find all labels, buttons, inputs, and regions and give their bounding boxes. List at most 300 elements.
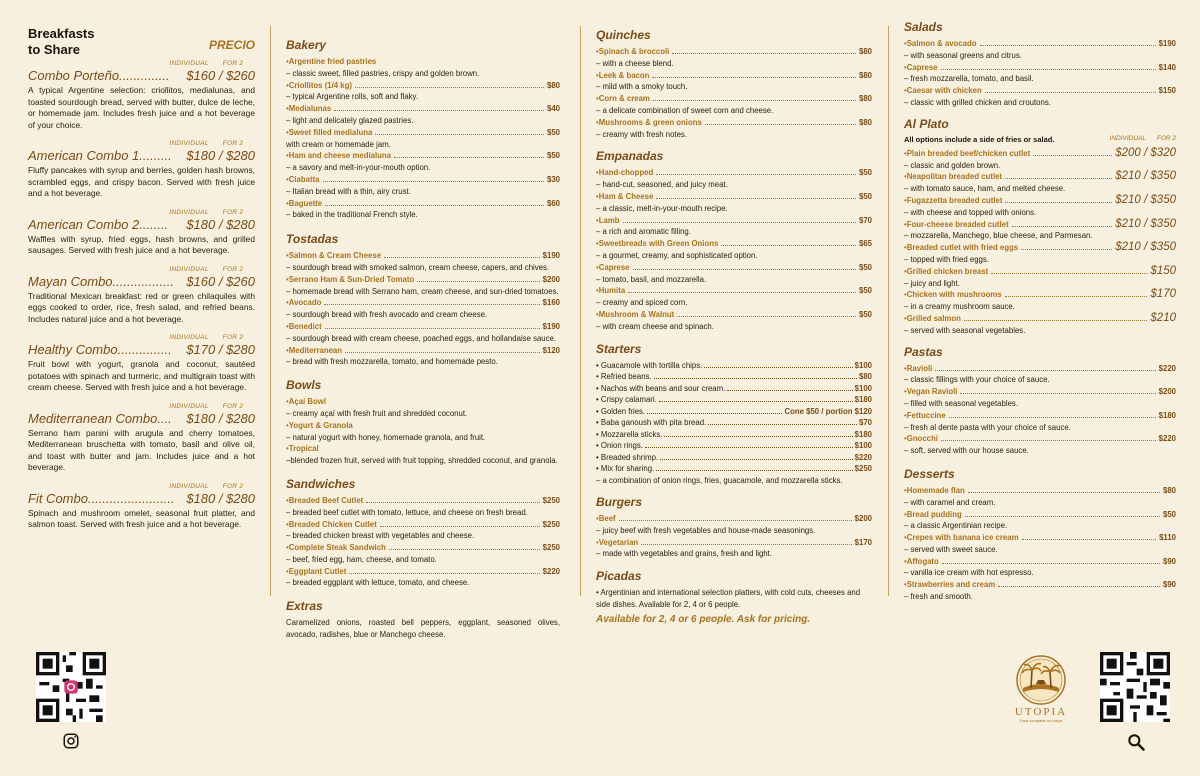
menu-item xyxy=(286,519,560,543)
menu-item-name: Açaí Bowl xyxy=(288,397,326,407)
alplato-note-text: All options include a side of fries or salad. xyxy=(904,134,1055,144)
combo-name: Mayan Combo................. xyxy=(28,273,174,289)
bullet: • xyxy=(286,298,289,308)
menu-item-row xyxy=(904,410,1176,422)
combo-description: Fluffy pancakes with syrup and berries, golden hash browns, scrambled eggs, and crispy bacon. Served with fresh juice and a hot beverage. xyxy=(28,165,255,198)
menu-item-row xyxy=(596,117,872,129)
menu-item-row xyxy=(904,242,1176,254)
menu-item-name: Vegetarian xyxy=(598,537,639,547)
menu-item xyxy=(286,250,560,274)
menu-item xyxy=(596,285,872,309)
menu-item xyxy=(596,309,872,333)
dot-leader xyxy=(1012,220,1113,227)
bullet: • xyxy=(904,363,907,373)
menu-item-row xyxy=(596,262,872,274)
menu-item-row xyxy=(596,70,872,82)
column-three xyxy=(596,28,872,625)
price-headers xyxy=(28,334,255,342)
menu-item-price: $80 xyxy=(858,47,872,56)
menu-item-name: Plain breaded beef/chicken cutlet xyxy=(906,148,1031,158)
menu-item-name: Caesar with chicken xyxy=(906,86,982,96)
bullet: • xyxy=(596,262,599,272)
individual-label: INDIVIDUAL xyxy=(169,60,209,67)
combo-name: Fit Combo........................ xyxy=(28,490,175,506)
starter-name: • Nachos with beans and sour cream. xyxy=(596,383,726,393)
breakfast-column xyxy=(28,26,255,540)
menu-item-name: Lamb xyxy=(598,215,620,225)
starter-price: $100 xyxy=(854,383,872,393)
menu-item-price: $80 xyxy=(858,70,872,80)
bullet: • xyxy=(286,174,289,184)
starter-item xyxy=(596,417,872,429)
menu-item xyxy=(286,150,560,174)
bullet: • xyxy=(596,117,599,127)
menu-item-row xyxy=(286,420,560,432)
combo-title xyxy=(28,148,255,163)
menu-item-name: Caprese xyxy=(906,62,938,72)
menu-item-name: Mushroom & Walnut xyxy=(598,309,675,319)
bullet: • xyxy=(286,151,289,161)
combo-title xyxy=(28,342,255,357)
combo-description: Traditional Mexican breakfast: red or green chilaquiles with eggs cooked to order, rice, fresh salad, and refried beans. Includes natural juice and a hot beverage. xyxy=(28,290,255,324)
individual-label: INDIVIDUAL xyxy=(1109,134,1146,142)
bullet: • xyxy=(286,519,289,529)
menu-item xyxy=(596,93,872,117)
menu-item xyxy=(596,262,872,286)
instagram-qr-code[interactable] xyxy=(36,652,106,722)
menu-item-price: $140 xyxy=(1158,62,1176,72)
menu-item-row xyxy=(596,167,872,179)
alplato-price-headers xyxy=(1110,135,1176,144)
bullet: • xyxy=(286,566,289,576)
for2-label: FOR 2 xyxy=(222,265,244,273)
menu-item-name: Gnocchi xyxy=(906,434,938,444)
menu-item-description: – breaded beef cutlet with tomato, lettuce, and cheese on fresh bread. xyxy=(286,507,528,517)
menu-item-description: – a savory and melt-in-your-mouth option. xyxy=(286,163,431,173)
menu-item-row xyxy=(904,85,1176,97)
menu-item-price: $110 xyxy=(1159,533,1176,543)
bullet: • xyxy=(596,239,599,249)
bullet: • xyxy=(286,321,289,331)
individual-label: INDIVIDUAL xyxy=(169,482,209,490)
menu-item xyxy=(286,420,560,444)
price-headers xyxy=(28,140,255,148)
menu-item xyxy=(904,85,1176,109)
extras-text: Caramelized onions, roasted bell peppers, eggplant, seasoned olives, avocado, radishes, blue or Manchego cheese. xyxy=(286,618,560,639)
desserts-section xyxy=(904,467,1176,603)
menu-item-price: $160 xyxy=(542,298,560,308)
alplato-item xyxy=(904,242,1176,266)
menu-item-price: $50 xyxy=(1162,509,1176,519)
alplato-note xyxy=(904,135,1176,144)
empanadas-section xyxy=(596,149,872,332)
bullet: • xyxy=(904,313,907,323)
alplato-item xyxy=(904,171,1176,195)
menu-item-price: $40 xyxy=(546,104,560,114)
bullet: • xyxy=(904,266,907,276)
menu-item xyxy=(904,509,1176,533)
combo-item xyxy=(28,403,255,474)
menu-item-description: – juicy and light. xyxy=(904,278,960,288)
dot-leader xyxy=(1005,172,1112,179)
combo-item xyxy=(28,266,255,326)
menu-item-price: $65 xyxy=(858,239,872,249)
menu-item-description: – mozzarella, Manchego, blue cheese, and Parmesan. xyxy=(904,231,1093,241)
menu-item-description: – sourdough bread with fresh avocado and cream cheese. xyxy=(286,310,488,320)
dot-leader xyxy=(1021,243,1112,250)
menu-item-name: Breaded Chicken Cutlet xyxy=(288,519,377,529)
starter-item xyxy=(596,360,872,372)
menu-item-name: Corn & cream xyxy=(598,94,650,104)
menu-item xyxy=(904,363,1176,387)
for2-label: FOR 2 xyxy=(222,402,244,410)
combo-name: American Combo 2........ xyxy=(28,216,169,232)
menu-item-name: Four-cheese breaded cutlet xyxy=(906,219,1009,229)
dot-leader xyxy=(654,372,857,379)
combo-list xyxy=(28,60,255,531)
column-divider xyxy=(580,26,581,596)
bullet: • xyxy=(904,219,907,229)
menu-item-price: $250 xyxy=(542,495,560,505)
menu-item-price: $80 xyxy=(858,94,872,104)
quinches-section xyxy=(596,28,872,140)
dot-leader xyxy=(721,239,856,246)
extras-section xyxy=(286,599,560,640)
price-headers xyxy=(28,266,255,274)
combo-price: $180 / $280 xyxy=(186,148,255,163)
quinches-title: Quinches xyxy=(596,28,651,42)
for2-label: FOR 2 xyxy=(1156,134,1176,142)
column-divider xyxy=(270,26,271,596)
individual-label: INDIVIDUAL xyxy=(169,140,209,147)
menu-item-price: $170 xyxy=(854,537,872,547)
menu-item xyxy=(596,238,872,262)
menu-item-name: Leek & bacon xyxy=(598,70,650,80)
picadas-availability: Available for 2, 4 or 6 people. Ask for pricing. xyxy=(596,614,811,626)
menu-item-description: – typical Argentine rolls, soft and flaky. xyxy=(286,92,419,102)
dot-leader xyxy=(949,411,1156,418)
menu-item-description: – a rich and aromatic filling. xyxy=(596,227,691,237)
menu-item-description: – baked in the traditional French style. xyxy=(286,210,418,220)
bullet: • xyxy=(904,39,907,48)
starters-title: Starters xyxy=(596,341,642,356)
menu-item-name: Salmon & avocado xyxy=(906,39,977,48)
menu-item-description: – creamy and spiced corn. xyxy=(596,298,688,308)
menu-item-description: – tomato, basil, and mozzarella. xyxy=(596,274,707,284)
alplato-section xyxy=(904,117,1176,337)
dot-leader xyxy=(619,514,852,521)
bullet: • xyxy=(904,195,907,205)
alplato-item xyxy=(904,289,1176,313)
starter-item xyxy=(596,394,872,406)
bullet: • xyxy=(904,533,907,543)
menu-item-name: Grilled chicken breast xyxy=(906,266,989,276)
menu-item xyxy=(286,80,560,104)
dot-leader xyxy=(323,175,544,182)
starter-price: $80 xyxy=(858,372,872,382)
bullet: • xyxy=(596,47,599,56)
dot-leader xyxy=(389,543,540,550)
breakfast-title: Breakfasts to Share xyxy=(28,26,95,57)
menu-item-row xyxy=(904,195,1176,207)
menu-item xyxy=(286,321,560,345)
dot-leader xyxy=(647,407,782,414)
menu-qr-code[interactable] xyxy=(1100,652,1170,722)
menu-item xyxy=(286,198,560,222)
menu-item-description: – creamy with fresh notes. xyxy=(596,129,688,139)
dot-leader xyxy=(656,192,856,199)
bullet: • xyxy=(904,509,907,519)
menu-item-row xyxy=(286,174,560,186)
bullet: • xyxy=(286,198,289,208)
bullet: • xyxy=(286,104,289,114)
menu-item-name: Breaded cutlet with fried eggs xyxy=(906,243,1019,253)
bullet: • xyxy=(596,537,599,547)
menu-item-row xyxy=(286,345,560,357)
instagram-icon[interactable] xyxy=(62,732,80,750)
menu-item-description: – breaded chicken breast with vegetables and cheese. xyxy=(286,531,475,541)
menu-item-name: Crepes with banana ice cream xyxy=(906,533,1019,543)
menu-item-price: $200 xyxy=(854,514,872,524)
menu-item-row xyxy=(904,38,1176,50)
dot-leader xyxy=(1005,290,1148,297)
menu-item xyxy=(904,532,1176,556)
utopia-logo xyxy=(1005,650,1077,722)
menu-item-description: – classic sweet, filled pastries, crispy and golden brown. xyxy=(286,68,480,78)
menu-item-row xyxy=(286,250,560,262)
menu-item-row xyxy=(904,313,1176,325)
bullet: • xyxy=(904,580,907,590)
menu-item-name: Yogurt & Granola xyxy=(288,420,353,430)
menu-item-row xyxy=(596,191,872,203)
menu-item-row xyxy=(286,150,560,162)
dot-leader xyxy=(645,441,853,448)
menu-item-description: – made with vegetables and grains, fresh and light. xyxy=(596,549,772,559)
for2-label: FOR 2 xyxy=(222,482,244,490)
dot-leader xyxy=(628,286,856,293)
menu-item-price: $200 xyxy=(1158,387,1176,397)
menu-item-description: – natural yogurt with honey, homemade granola, and fruit. xyxy=(286,432,486,442)
individual-label: INDIVIDUAL xyxy=(169,334,209,341)
dot-leader xyxy=(375,128,544,135)
menu-item-price: $30 xyxy=(546,174,560,184)
menu-item-description: – fresh mozzarella, tomato, and basil. xyxy=(904,74,1034,84)
menu-item-name: Sweet filled medialuna xyxy=(288,127,373,137)
dot-leader xyxy=(656,168,856,175)
menu-item-price: $210 / $350 xyxy=(1115,241,1176,254)
menu-item-row xyxy=(596,309,872,321)
menu-item-row xyxy=(596,93,872,105)
menu-item-row xyxy=(286,56,560,68)
for2-label: FOR 2 xyxy=(222,140,244,147)
menu-item-row xyxy=(286,321,560,333)
menu-item-description: – with cream cheese and spinach. xyxy=(596,321,714,331)
picadas-title: Picadas xyxy=(596,569,642,584)
starter-name: • Mix for sharing. xyxy=(596,464,655,474)
dot-leader xyxy=(941,434,1156,441)
dot-leader xyxy=(980,39,1156,46)
menu-item xyxy=(904,433,1176,457)
starter-price: $70 xyxy=(858,418,872,428)
menu-item-price: $150 xyxy=(1158,86,1176,96)
menu-item-price: $90 xyxy=(1162,580,1176,590)
combo-title xyxy=(28,411,255,426)
dot-leader xyxy=(677,310,856,317)
combo-price: $180 / $280 xyxy=(186,490,255,506)
menu-item-price: $190 xyxy=(542,321,560,331)
individual-label: INDIVIDUAL xyxy=(169,265,209,273)
menu-item-name: Caprese xyxy=(598,262,630,272)
tostadas-title: Tostadas xyxy=(286,232,339,247)
starters-section xyxy=(596,342,872,487)
starter-name: • Baba ganoush with pita bread. xyxy=(596,418,707,428)
search-icon[interactable] xyxy=(1126,732,1146,752)
combo-description: Serrano ham panini with arugula and cherry tomatoes, Mediterranean bruschetta with tomato, basil and olive oil, and toast with butter and jam. Includes juice and a hot beverage. xyxy=(28,427,255,472)
desserts-title: Desserts xyxy=(904,466,955,481)
bullet: • xyxy=(904,172,907,182)
menu-item-price: $210 xyxy=(1150,311,1176,324)
mix-description: – a combination of onion rings, fries, guacamole, and mozzarella sticks. xyxy=(596,475,843,485)
bullet: • xyxy=(286,420,289,430)
menu-item-description: – topped with fried eggs. xyxy=(904,254,989,264)
column-four xyxy=(904,20,1176,603)
menu-item-row xyxy=(904,433,1176,445)
bullet: • xyxy=(286,543,289,553)
menu-item-price: $50 xyxy=(858,168,872,178)
menu-item xyxy=(286,396,560,420)
dot-leader xyxy=(965,510,1160,517)
combo-description: Spinach and mushroom omelet, seasonal fruit platter, and salmon toast. Served with fresh juice and a hot beverage. xyxy=(28,507,255,529)
combo-description: Fruit bowl with yogurt, granola and coconut, sautéed potatoes with spinach and turmeric, and multigrain toast with cream cheese. Served with fresh juice and a hot beverage. xyxy=(28,359,255,392)
combo-item xyxy=(28,209,255,257)
menu-item xyxy=(904,38,1176,62)
menu-item xyxy=(596,167,872,191)
dot-leader xyxy=(708,418,857,425)
dot-leader xyxy=(325,199,544,206)
for2-label: FOR 2 xyxy=(222,208,244,216)
combo-name: American Combo 1......... xyxy=(28,148,172,163)
picadas-text: • Argentinian and international selection platters, with cold cuts, cheeses and side dishes. Available for 2, 4 or 6 people. xyxy=(596,588,861,609)
menu-item-description: – bread with fresh mozzarella, tomato, and homemade pesto. xyxy=(286,357,498,367)
alplato-item xyxy=(904,313,1176,337)
menu-item-description: – vanilla ice cream with hot espresso. xyxy=(904,568,1034,578)
price-headers xyxy=(28,483,255,491)
bakery-section xyxy=(286,38,560,221)
starter-item xyxy=(596,371,872,383)
menu-item-name: Ravioli xyxy=(906,363,933,373)
menu-item-name: Beef xyxy=(598,514,616,524)
menu-item xyxy=(286,56,560,80)
for2-label: FOR 2 xyxy=(222,334,244,341)
menu-item-name: Mediterranean xyxy=(288,345,343,355)
menu-item-price: $50 xyxy=(858,262,872,272)
bullet: • xyxy=(286,397,289,407)
combo-price: $180 / $280 xyxy=(186,410,255,426)
menu-item-row xyxy=(904,148,1176,160)
menu-item-price: $80 xyxy=(1162,485,1176,495)
bullet: • xyxy=(596,70,599,80)
menu-item-price: $200 xyxy=(542,274,560,284)
starter-name: • Crispy calamari. xyxy=(596,395,657,405)
price-headers xyxy=(28,209,255,217)
menu-item-description: – fresh al dente pasta with your choice of sauce. xyxy=(904,422,1071,432)
menu-item-price: $210 / $350 xyxy=(1115,217,1176,230)
menu-item-name: Ham and cheese medialuna xyxy=(288,151,392,161)
bullet: • xyxy=(286,80,289,90)
menu-item-price: $210 / $350 xyxy=(1115,170,1176,183)
pastas-title: Pastas xyxy=(904,344,943,359)
menu-item-description: – filled with seasonal vegetables. xyxy=(904,398,1018,408)
dot-leader xyxy=(727,384,852,391)
dot-leader xyxy=(705,118,856,125)
bullet: • xyxy=(286,345,289,355)
menu-item-description: – sourdough bread with smoked salmon, cream cheese, capers, and chives. xyxy=(286,262,550,272)
menu-item xyxy=(286,542,560,566)
for2-label: FOR 2 xyxy=(222,60,244,67)
menu-item-name: Sweetbreads with Green Onions xyxy=(598,239,719,249)
menu-item-row xyxy=(286,198,560,210)
menu-item-price: $50 xyxy=(546,151,560,161)
starter-name: • Guacamole with tortilla chips. xyxy=(596,360,703,370)
pastas-section xyxy=(904,345,1176,457)
menu-item-price: $250 xyxy=(542,543,560,553)
menu-item-name: Bread pudding xyxy=(906,509,962,519)
menu-item-description: – with cheese and topped with onions. xyxy=(904,207,1037,217)
bullet: • xyxy=(596,215,599,225)
bullet: • xyxy=(904,434,907,444)
menu-item-description: – with tomato sauce, ham, and melted cheese. xyxy=(904,184,1066,194)
dot-leader xyxy=(623,216,856,223)
combo-name: Combo Porteño.............. xyxy=(28,68,170,83)
individual-label: INDIVIDUAL xyxy=(169,402,209,410)
menu-item-row xyxy=(286,396,560,408)
starter-name: • Golden fries. xyxy=(596,406,646,416)
bullet: • xyxy=(904,290,907,300)
dot-leader xyxy=(935,364,1155,371)
bullet: • xyxy=(596,514,599,524)
menu-item-row xyxy=(596,537,872,549)
starter-item xyxy=(596,406,872,418)
menu-item-description: – fresh and smooth. xyxy=(904,592,973,602)
bullet: • xyxy=(286,495,289,505)
menu-item xyxy=(596,70,872,94)
bullet: • xyxy=(286,444,289,454)
menu-item-name: Humita xyxy=(598,286,626,296)
menu-item xyxy=(904,62,1176,86)
menu-item-name: Fettuccine xyxy=(906,410,946,420)
bullet: • xyxy=(286,251,289,261)
dot-leader xyxy=(417,275,539,282)
menu-item-name: Complete Steak Sandwich xyxy=(288,543,386,553)
menu-item-row xyxy=(904,509,1176,521)
menu-item-description: – classic and golden brown. xyxy=(904,160,1001,170)
menu-item xyxy=(596,215,872,239)
menu-item-row xyxy=(286,103,560,115)
dot-leader xyxy=(659,395,853,402)
menu-item-price: $60 xyxy=(546,198,560,208)
menu-item-price: $50 xyxy=(858,191,872,201)
menu-item xyxy=(286,174,560,198)
price-headers xyxy=(28,60,255,68)
tostadas-section xyxy=(286,232,560,368)
dot-leader xyxy=(704,361,852,368)
dot-leader xyxy=(324,298,539,305)
combo-title xyxy=(28,217,255,232)
menu-item-description: – with a cheese blend. xyxy=(596,58,674,68)
menu-item-name: Affogato xyxy=(906,556,939,566)
dot-leader xyxy=(349,567,539,574)
menu-item-row xyxy=(904,579,1176,591)
